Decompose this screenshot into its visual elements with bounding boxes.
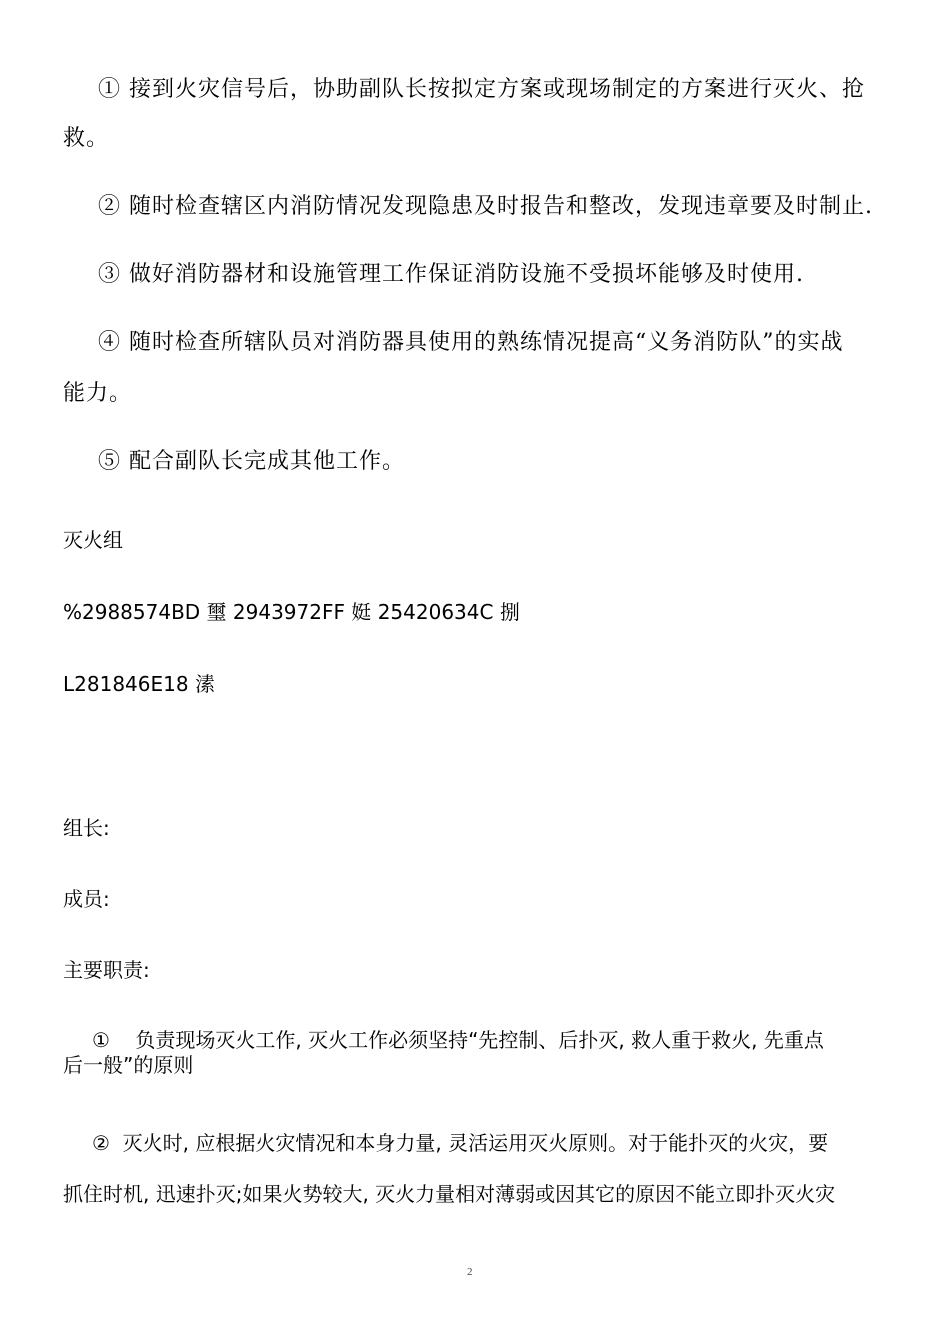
page-number: 2 <box>467 1266 473 1278</box>
fire-group-heading: 灭火组 <box>63 528 123 552</box>
fire-duty-2-line-1: ② 灭火时, 应根据火灾情况和本身力量, 灵活运用灭火原则。对于能扑灭的火灾，要 <box>92 1131 829 1155</box>
leader-label: 组长: <box>63 816 110 840</box>
duty-item-3: ③ 做好消防器材和设施管理工作保证消防设施不受损坏能够及时使用. <box>98 262 804 287</box>
duties-label: 主要职责: <box>63 958 150 982</box>
fire-duty-1-line-1: ① 负责现场灭火工作, 灭火工作必须坚持“先控制、后扑灭, 救人重于救火, 先重点 <box>92 1028 824 1052</box>
members-label: 成员: <box>63 887 110 911</box>
duty-item-5: ⑤ 配合副队长完成其他工作。 <box>98 449 405 474</box>
garbled-code-line-2: L281846E18 溸 <box>63 672 215 696</box>
fire-duty-1-line-2: 后一般”的原则 <box>63 1053 194 1077</box>
duty-item-4-line-2: 能力。 <box>63 381 133 406</box>
duty-item-4-line-1: ④ 随时检查所辖队员对消防器具使用的熟练情况提高“义务消防队”的实战 <box>98 330 844 355</box>
duty-item-1-line-1: ① 接到火灾信号后，协助副队长按拟定方案或现场制定的方案进行灭火、抢 <box>98 77 865 102</box>
garbled-code-line-1: %2988574BD 璽 2943972FF 娗 25420634C 捌 <box>63 600 520 624</box>
duty-item-1-line-2: 救。 <box>63 126 110 151</box>
duty-item-2: ② 随时检查辖区内消防情况发现隐患及时报告和整改，发现违章要及时制止. <box>98 194 873 219</box>
fire-duty-2-line-2: 抓住时机, 迅速扑灭;如果火势较大, 灭火力量相对薄弱或因其它的原因不能立即扑灭火灾 <box>63 1182 836 1206</box>
